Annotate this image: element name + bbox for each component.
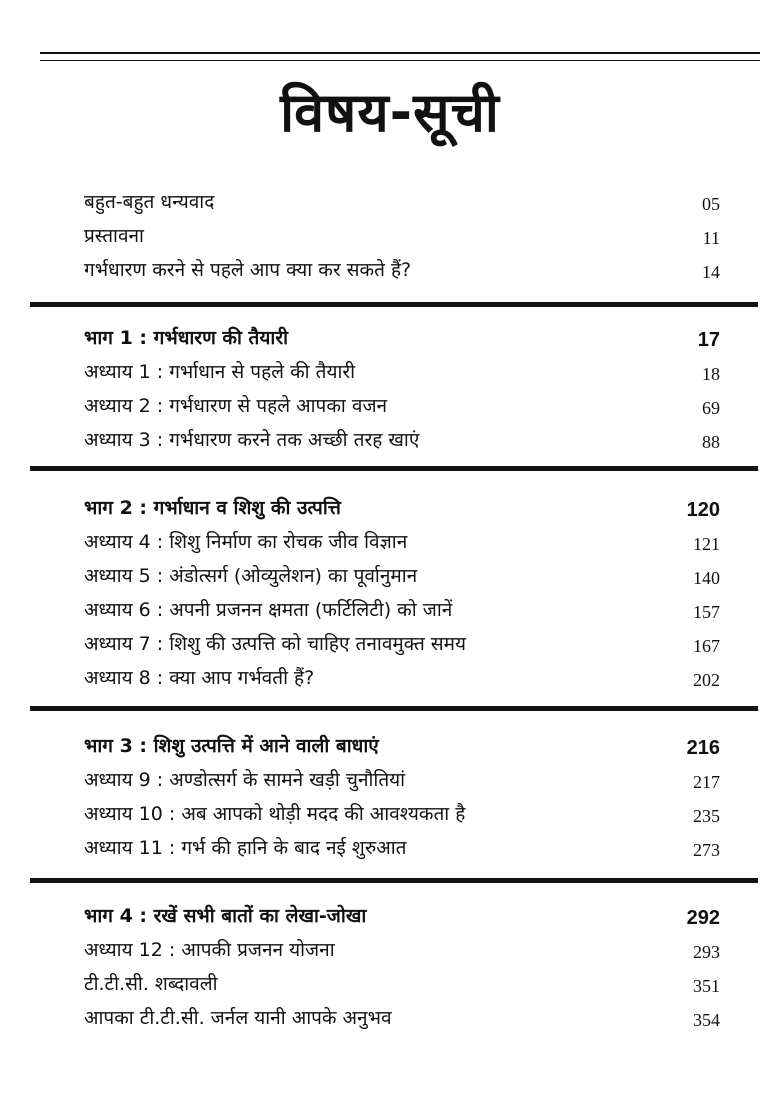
toc-entry-page: 14 <box>702 262 720 282</box>
toc-part-label: भाग 1 : गर्भधारण की तैयारी <box>84 327 289 349</box>
toc-entry <box>84 832 720 864</box>
section-divider <box>30 878 758 883</box>
toc-part-heading <box>84 322 720 354</box>
toc-entry-page: 293 <box>693 942 720 962</box>
page-title: विषय-सूची <box>280 81 500 144</box>
toc-entry-page: 157 <box>693 602 720 622</box>
toc-part-page: 120 <box>686 499 720 521</box>
toc-entry-page: 88 <box>702 432 720 452</box>
top-rule-thin <box>40 60 760 61</box>
toc-entry <box>84 526 720 558</box>
section-divider <box>30 302 758 307</box>
toc-entry <box>84 560 720 592</box>
toc-entry-label: आपका टी.टी.सी. जर्नल यानी आपके अनुभव <box>84 1007 392 1029</box>
toc-entry-page: 11 <box>702 228 720 248</box>
toc-entry-label: अध्याय 1 : गर्भाधान से पहले की तैयारी <box>84 361 356 383</box>
toc-entry-page: 235 <box>693 806 720 826</box>
toc-entry-page: 18 <box>702 364 720 384</box>
toc-part-label: भाग 2 : गर्भाधान व शिशु की उत्पत्ति <box>84 497 341 519</box>
toc-entry-label: प्रस्तावना <box>84 225 144 247</box>
toc-part-heading <box>84 492 720 524</box>
toc-entry <box>84 390 720 422</box>
toc-part-page: 17 <box>697 329 720 351</box>
toc-entry <box>84 220 720 252</box>
toc-entry-page: 202 <box>693 670 720 690</box>
toc-entry-label: अध्याय 11 : गर्भ की हानि के बाद नई शुरुआत <box>84 837 407 859</box>
toc-entry-label: बहुत-बहुत धन्यवाद <box>84 191 215 213</box>
toc-entry-label: अध्याय 12 : आपकी प्रजनन योजना <box>84 939 335 961</box>
toc-part-page: 216 <box>686 737 720 759</box>
toc-entry-page: 273 <box>693 840 720 860</box>
toc-entry-page: 05 <box>702 194 720 214</box>
toc-entry-label: अध्याय 5 : अंडोत्सर्ग (ओव्युलेशन) का पूर्वानुमान <box>84 565 418 587</box>
section-divider <box>30 466 758 471</box>
toc-entry-page: 217 <box>693 772 720 792</box>
toc-entry <box>84 968 720 1000</box>
toc-entry-label: अध्याय 4 : शिशु निर्माण का रोचक जीव विज्ञान <box>84 531 408 553</box>
toc-entry-page: 140 <box>693 568 720 588</box>
toc-entry <box>84 764 720 796</box>
toc-entry-label: अध्याय 2 : गर्भधारण से पहले आपका वजन <box>84 395 388 417</box>
toc-entry <box>84 934 720 966</box>
toc-entry-label: टी.टी.सी. शब्दावली <box>84 973 218 995</box>
toc-entry-label: अध्याय 9 : अण्डोत्सर्ग के सामने खड़ी चुनौतियां <box>84 769 406 791</box>
toc-entry-label: अध्याय 3 : गर्भधारण करने तक अच्छी तरह खाएं <box>84 429 420 451</box>
toc-entry-label: अध्याय 8 : क्या आप गर्भवती हैं? <box>84 667 315 689</box>
top-rule-thick <box>40 52 760 54</box>
toc-part-heading <box>84 900 720 932</box>
toc-entry-label: अध्याय 10 : अब आपको थोड़ी मदद की आवश्यकता है <box>84 803 466 825</box>
toc-entry <box>84 1002 720 1034</box>
toc-part-label: भाग 4 : रखें सभी बातों का लेखा-जोखा <box>84 905 367 927</box>
section-divider <box>30 706 758 711</box>
toc-entry-page: 354 <box>693 1010 720 1030</box>
toc-entry-page: 167 <box>693 636 720 656</box>
toc-entry <box>84 254 720 286</box>
toc-entry <box>84 594 720 626</box>
toc-entry-page: 121 <box>693 534 720 554</box>
toc-entry <box>84 662 720 694</box>
toc-entry-label: अध्याय 7 : शिशु की उत्पत्ति को चाहिए तनावमुक्त समय <box>84 633 467 655</box>
toc-entry <box>84 798 720 830</box>
toc-entry-label: गर्भधारण करने से पहले आप क्या कर सकते हैं? <box>84 259 412 281</box>
toc-part-heading <box>84 730 720 762</box>
toc-entry <box>84 356 720 388</box>
toc-entry <box>84 186 720 218</box>
toc-entry <box>84 424 720 456</box>
toc-entry <box>84 628 720 660</box>
toc-entry-page: 69 <box>702 398 720 418</box>
toc-entry-label: अध्याय 6 : अपनी प्रजनन क्षमता (फर्टिलिटी) को जानें <box>84 599 453 621</box>
toc-entry-page: 351 <box>693 976 720 996</box>
toc-part-label: भाग 3 : शिशु उत्पत्ति में आने वाली बाधाएं <box>84 735 379 757</box>
toc-part-page: 292 <box>686 907 720 929</box>
